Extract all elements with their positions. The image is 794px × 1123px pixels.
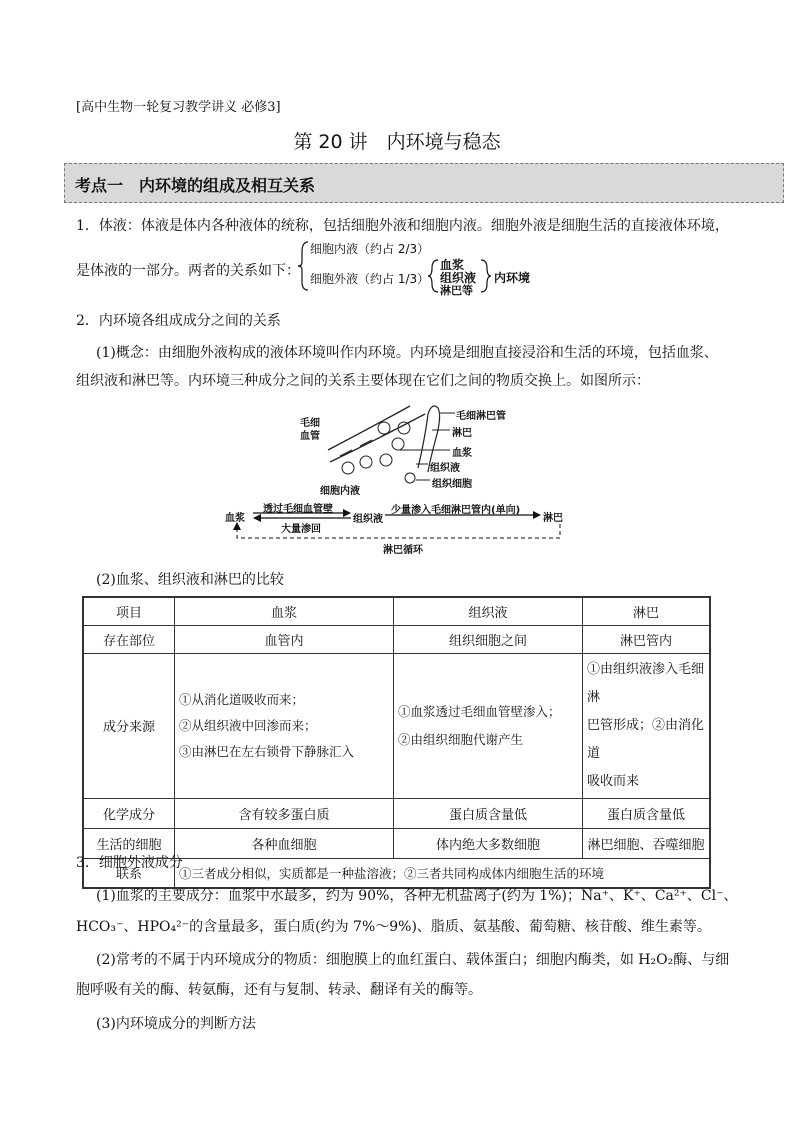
cell	[392, 438, 404, 450]
table-cell: 淋巴细胞、吞噬细胞	[583, 828, 711, 858]
flow-into-lymph: 少量渗入毛细淋巴管内(单向)	[391, 505, 521, 516]
cell	[360, 456, 372, 468]
header-note: [高中生物一轮复习教学讲义 必修3]	[76, 100, 281, 115]
cell	[380, 454, 392, 466]
lecture-title: 第 20 讲 内环境与稳态	[293, 131, 501, 153]
source-item: ②由组织细胞代谢产生	[398, 731, 524, 747]
cell	[405, 473, 415, 483]
plasma-label: 血浆	[440, 258, 465, 272]
p3-sub2-line2: 胞呼吸有关的酶、转氨酶，还有与复制、转录、翻译有关的酶等。	[76, 982, 482, 998]
table-header-row	[83, 597, 710, 625]
table-cell	[175, 653, 394, 798]
intracellular-label: 细胞内液（约占 2/3）	[310, 242, 430, 256]
table-cell: 血管内	[175, 625, 394, 653]
table-header-cell: 血浆	[175, 597, 394, 625]
table-cell: 组织细胞之间	[394, 625, 583, 653]
internal-env-label: 内环境	[494, 271, 531, 285]
table-cell: 生活的细胞	[83, 828, 175, 858]
plasma-diagram-label: 血浆	[452, 448, 472, 459]
table-cell: 含有较多蛋白质	[175, 798, 394, 828]
table-cell	[394, 653, 583, 798]
table-header-cell: 项目	[83, 597, 175, 625]
p3-heading: 3．细胞外液成分	[76, 855, 183, 871]
arrowhead	[253, 514, 261, 522]
p2-heading: 2．内环境各组成成分之间的关系	[76, 313, 281, 329]
table-cell: 体内绝大多数细胞	[394, 828, 583, 858]
source-item: ①由组织液渗入毛细淋	[587, 661, 705, 705]
lymph-label: 淋巴等	[440, 284, 473, 297]
lymph-diagram-label: 淋巴	[452, 428, 472, 439]
flow-diagram	[225, 498, 575, 554]
table-cell: 化学成分	[83, 798, 175, 828]
p3-sub2-line1: (2)常考的不属于内环境成分的物质：细胞膜上的血红蛋白、载体蛋白；细胞内酶类，如 H₂O₂酶、与细	[96, 952, 730, 968]
relation-diagram	[298, 238, 548, 297]
left-brace	[298, 242, 308, 290]
capillary-wall-bottom	[330, 414, 425, 462]
flow-back: 大量渗回	[281, 524, 321, 535]
table-row	[83, 625, 710, 653]
mid-brace	[428, 260, 438, 292]
table-cell: 存在部位	[83, 625, 175, 653]
p3-line1: (1)血浆的主要成分：血浆中水最多，约为 90%，各种无机盐离子(约为 1%)；Na⁺、K⁺、Ca²⁺、Cl⁻、	[96, 888, 738, 904]
tissue-fluid-label: 组织液	[440, 271, 477, 285]
table-header-cell: 组织液	[394, 597, 583, 625]
source-item: ③由淋巴在左右锁骨下静脉汇入	[179, 743, 355, 759]
flow-lymph-cycle: 淋巴循环	[383, 545, 423, 556]
table-cell: 各种血细胞	[175, 828, 394, 858]
lymph-capillary-label: 毛细淋巴管	[456, 411, 506, 422]
table-cell	[583, 653, 711, 798]
p2-sub2: (2)血浆、组织液和淋巴的比较	[96, 572, 284, 588]
p2-line1: (1)概念：由细胞外液构成的液体环境叫作内环境。内环境是细胞直接浸浴和生活的环境，包括血浆、	[96, 345, 718, 361]
p2-line2: 组织液和淋巴等。内环境三种成分之间的关系主要体现在它们之间的物质交换上。如图所示：	[76, 373, 650, 389]
arrowhead	[533, 511, 541, 519]
table-cell: 蛋白质含量低	[583, 798, 711, 828]
p1-line1: 1．体液：体液是体内各种液体的统称，包括细胞外液和细胞内液。细胞外液是细胞生活的直接液体环境，	[76, 218, 729, 234]
source-item: ①血浆透过毛细血管壁渗入；	[398, 703, 561, 719]
p3-sub3: (3)内环境成分的判断方法	[96, 1016, 256, 1032]
tissue-fluid-diagram-label: 组织液	[430, 463, 460, 474]
table-cell: ①三者成分相似，实质都是一种盐溶液；②三者共同构成体内细胞生活的环境	[175, 858, 711, 888]
extracellular-label: 细胞外液（约占 1/3）	[310, 272, 430, 286]
table-row	[83, 798, 710, 828]
flow-lymph: 淋巴	[543, 513, 563, 524]
flow-through-wall: 透过毛细血管壁	[263, 504, 333, 515]
section-bar	[64, 163, 784, 203]
table-cell: 联系	[83, 858, 175, 888]
cell	[342, 462, 354, 474]
p1-line2: 是体液的一部分。两者的关系如下：	[76, 263, 300, 279]
section-title: 考点一 内环境的组成及相互关系	[75, 176, 316, 195]
table-cell: 成分来源	[83, 653, 175, 798]
table-row	[83, 653, 710, 798]
comparison-table	[82, 596, 711, 889]
table-header-cell: 淋巴	[583, 597, 711, 625]
p3-line2: HCO₃⁻、HPO₄²⁻的含量最多，蛋白质(约为 7%～9%)、脂质、氨基酸、葡萄糖、核苷酸、维生素等。	[76, 919, 711, 935]
table-cell: 蛋白质含量低	[394, 798, 583, 828]
right-brace	[481, 260, 491, 292]
intracellular-diagram-label: 细胞内液	[320, 486, 360, 497]
source-item: 吸收而来	[587, 773, 640, 789]
table-cell: 淋巴管内	[583, 625, 711, 653]
cell	[378, 422, 390, 434]
flow-tissue-fluid: 组织液	[353, 514, 383, 525]
tissue-cell-diagram-label: 组织细胞	[432, 479, 472, 490]
cell	[398, 422, 410, 434]
capillary-label-2: 血管	[300, 431, 320, 442]
capillary-label: 毛细	[300, 418, 320, 429]
source-item: ②从组织液中回渗而来；	[179, 717, 317, 733]
source-item: 巴管形成；②由消化道	[587, 717, 705, 761]
tissue-diagram	[300, 398, 560, 498]
flow-plasma: 血浆	[225, 513, 245, 524]
source-item: ①从消化道吸收而来；	[179, 691, 305, 707]
arrowhead	[343, 509, 351, 517]
